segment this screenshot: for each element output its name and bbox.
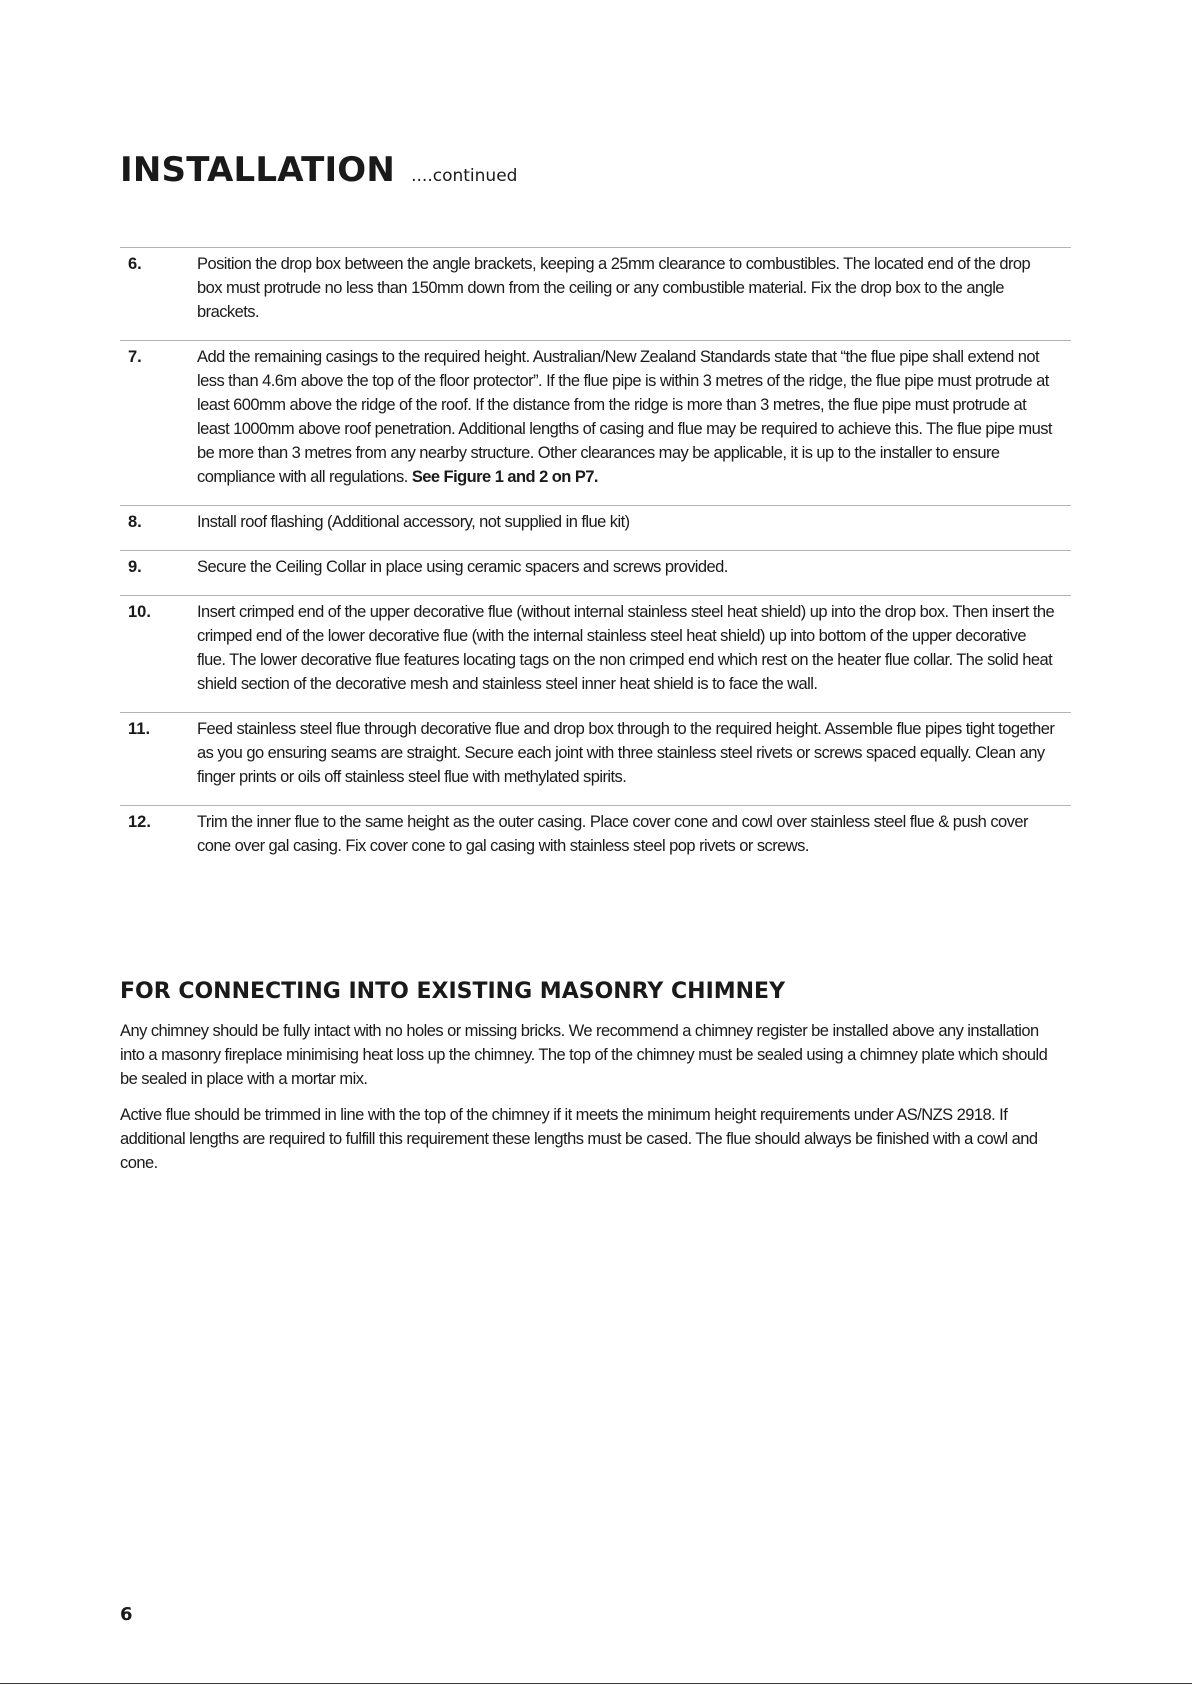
step-body: Insert crimped end of the upper decorative flue (without internal stainless steel heat shield) up into the drop box. Then insert the crimped end of the lower decorative flue (with the internal stainless steel heat shield) up into bottom of the upper decorative flue. The lower decorative flue features locating tags on the non crimped end which rest on the heater flue collar. The solid heat shield section of the decorative mesh and stainless steel inner heat shield is to face the wall.: [197, 603, 1055, 693]
step-item-7: [120, 341, 1071, 506]
step-text: [197, 510, 1071, 534]
step-number: 7.: [128, 348, 142, 366]
step-number: 6.: [128, 255, 142, 273]
step-body: Trim the inner flue to the same height as the outer casing. Place cover cone and cowl over stainless steel flue & push cover cone over gal casing. Fix cover cone to gal casing with stainless steel pop rivets or screws.: [197, 813, 1028, 855]
page-title-text: INSTALLATION: [120, 150, 396, 190]
step-text: [197, 717, 1071, 789]
step-text: [197, 555, 1071, 579]
step-text: [197, 252, 1071, 324]
step-item-12: [120, 806, 1071, 874]
page-subtitle: ....continued: [411, 166, 518, 186]
masonry-paragraph: Any chimney should be fully intact with no holes or missing bricks. We recommend a chimney register be installed above any installation into a masonry fireplace minimising heat loss up the chimney. The top of the chimney must be sealed using a chimney plate which should be sealed in place with a mortar mix.: [120, 1022, 1048, 1088]
step-number: 12.: [128, 813, 151, 831]
page-title: [120, 150, 517, 196]
step-text: [197, 345, 1071, 489]
step-number: 11.: [128, 720, 151, 738]
step-number: 8.: [128, 513, 142, 531]
masonry-chimney-body: [120, 1019, 1065, 1187]
step-body: Position the drop box between the angle brackets, keeping a 25mm clearance to combustibles. The located end of the drop box must protrude no less than 150mm down from the ceiling or any combustible material. Fix the drop box to the angle brackets.: [197, 255, 1031, 321]
masonry-chimney-heading: FOR CONNECTING INTO EXISTING MASONRY CHIMNEY: [120, 979, 786, 1004]
step-item-6: [120, 248, 1071, 341]
step-item-11: [120, 713, 1071, 806]
step-body: Feed stainless steel flue through decorative flue and drop box through to the required height. Assemble flue pipes tight together as you go ensuring seams are straight. Secure each joint with three stainless steel rivets or screws spaced equally. Clean any finger prints or oils off stainless steel flue with methylated spirits.: [197, 720, 1055, 786]
page-number: 6: [120, 1604, 133, 1625]
step-number: 9.: [128, 558, 142, 576]
step-text: [197, 600, 1071, 696]
step-body: Secure the Ceiling Collar in place using ceramic spacers and screws provided.: [197, 558, 728, 576]
figure-reference: See Figure 1 and 2 on P7.: [411, 468, 598, 486]
step-body: Add the remaining casings to the required height. Australian/New Zealand Standards state that “the flue pipe shall extend not less than 4.6m above the top of the floor protector”. If the flue pipe is within 3 metres of the ridge, the flue pipe must protrude at least 600mm above the ridge of the roof. If the distance from the ridge is more than 3 metres, the flue pipe must protrude at least 1000mm above roof penetration. Additional lengths of casing and flue may be required to achieve this. The flue pipe must be more than 3 metres from any nearby structure. Other clearances may be applicable, it is up to the installer to ensure compliance with all regulations.: [197, 348, 1052, 486]
step-number: 10.: [128, 603, 151, 621]
masonry-paragraph: Active flue should be trimmed in line with the top of the chimney if it meets the minimum height requirements under AS/NZS 2918. If additional lengths are required to fulfill this requirement these lengths must be cased. The flue should always be finished with a cowl and cone.: [120, 1106, 1038, 1172]
step-item-10: [120, 596, 1071, 713]
installation-steps-list: [120, 247, 1071, 874]
step-body: Install roof flashing (Additional accessory, not supplied in flue kit): [197, 513, 630, 531]
step-item-9: [120, 551, 1071, 596]
step-text: [197, 810, 1071, 858]
bottom-divider: [0, 1683, 1192, 1684]
step-item-8: [120, 506, 1071, 551]
